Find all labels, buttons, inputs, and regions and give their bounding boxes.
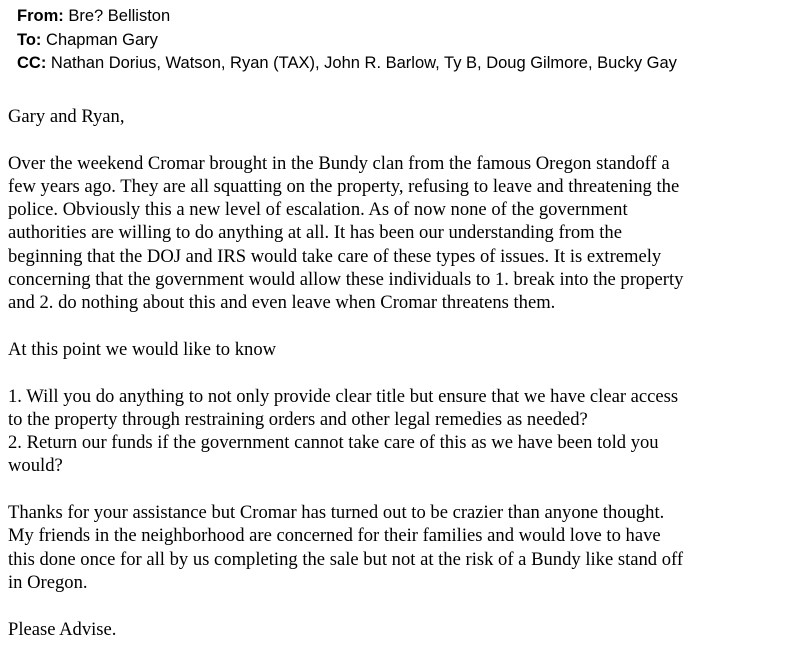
greeting-text: Gary and Ryan,	[8, 106, 125, 127]
body-line: beginning that the DOJ and IRS would take care of these types of issues. It is extremely	[8, 245, 662, 267]
body-line: My friends in the neighborhood are concerned for their families and would love to have	[8, 525, 661, 547]
cc-value: Nathan Dorius, Watson, Ryan (TAX), John R. Barlow, Ty B, Doug Gilmore, Bucky Gay	[50, 54, 677, 72]
body-line: in Oregon.	[8, 571, 88, 593]
question-line: 2. Return our funds if the government cannot take care of this as we have been told you	[8, 432, 659, 454]
body-line: Thanks for your assistance but Cromar has turned out to be crazier than anyone thought.	[8, 502, 665, 524]
to-value: Chapman Gary	[46, 30, 158, 49]
paragraph-thanks	[8, 501, 796, 594]
body-line: few years ago. They are all squatting on the property, refusing to leave and threatening the	[8, 175, 680, 197]
cc-label: CC:	[17, 54, 47, 72]
intro-text: At this point we would like to know	[8, 338, 277, 360]
paragraph-intro	[8, 338, 796, 361]
closing	[8, 618, 796, 641]
from-value: Bre? Belliston	[68, 7, 171, 25]
greeting	[8, 105, 796, 128]
question-line: would?	[8, 455, 63, 477]
paragraph-questions	[8, 385, 796, 478]
question-line: to the property through restraining orders and other legal remedies as needed?	[8, 408, 588, 430]
email-header	[17, 5, 677, 76]
question-line: 1. Will you do anything to not only provide clear title but ensure that we have clear access	[8, 385, 679, 407]
from-label: From:	[17, 7, 64, 25]
body-line: this done once for all by us completing the sale but not at the risk of a Bundy like stand off	[8, 548, 684, 570]
from-row	[17, 5, 677, 29]
email-body	[8, 105, 796, 641]
closing-text: Please Advise.	[8, 618, 117, 640]
to-label: To:	[17, 30, 42, 49]
body-line: and 2. do nothing about this and even leave when Cromar threatens them.	[8, 292, 556, 314]
body-line: Over the weekend Cromar brought in the Bundy clan from the famous Oregon standoff a	[8, 152, 670, 174]
paragraph-situation	[8, 152, 796, 315]
cc-row	[17, 52, 677, 76]
body-line: authorities are willing to do anything at all. It has been our understanding from the	[8, 222, 622, 244]
to-row	[17, 29, 677, 53]
body-line: police. Obviously this a new level of escalation. As of now none of the government	[8, 199, 628, 221]
body-line: concerning that the government would allow these individuals to 1. break into the property	[8, 269, 684, 291]
